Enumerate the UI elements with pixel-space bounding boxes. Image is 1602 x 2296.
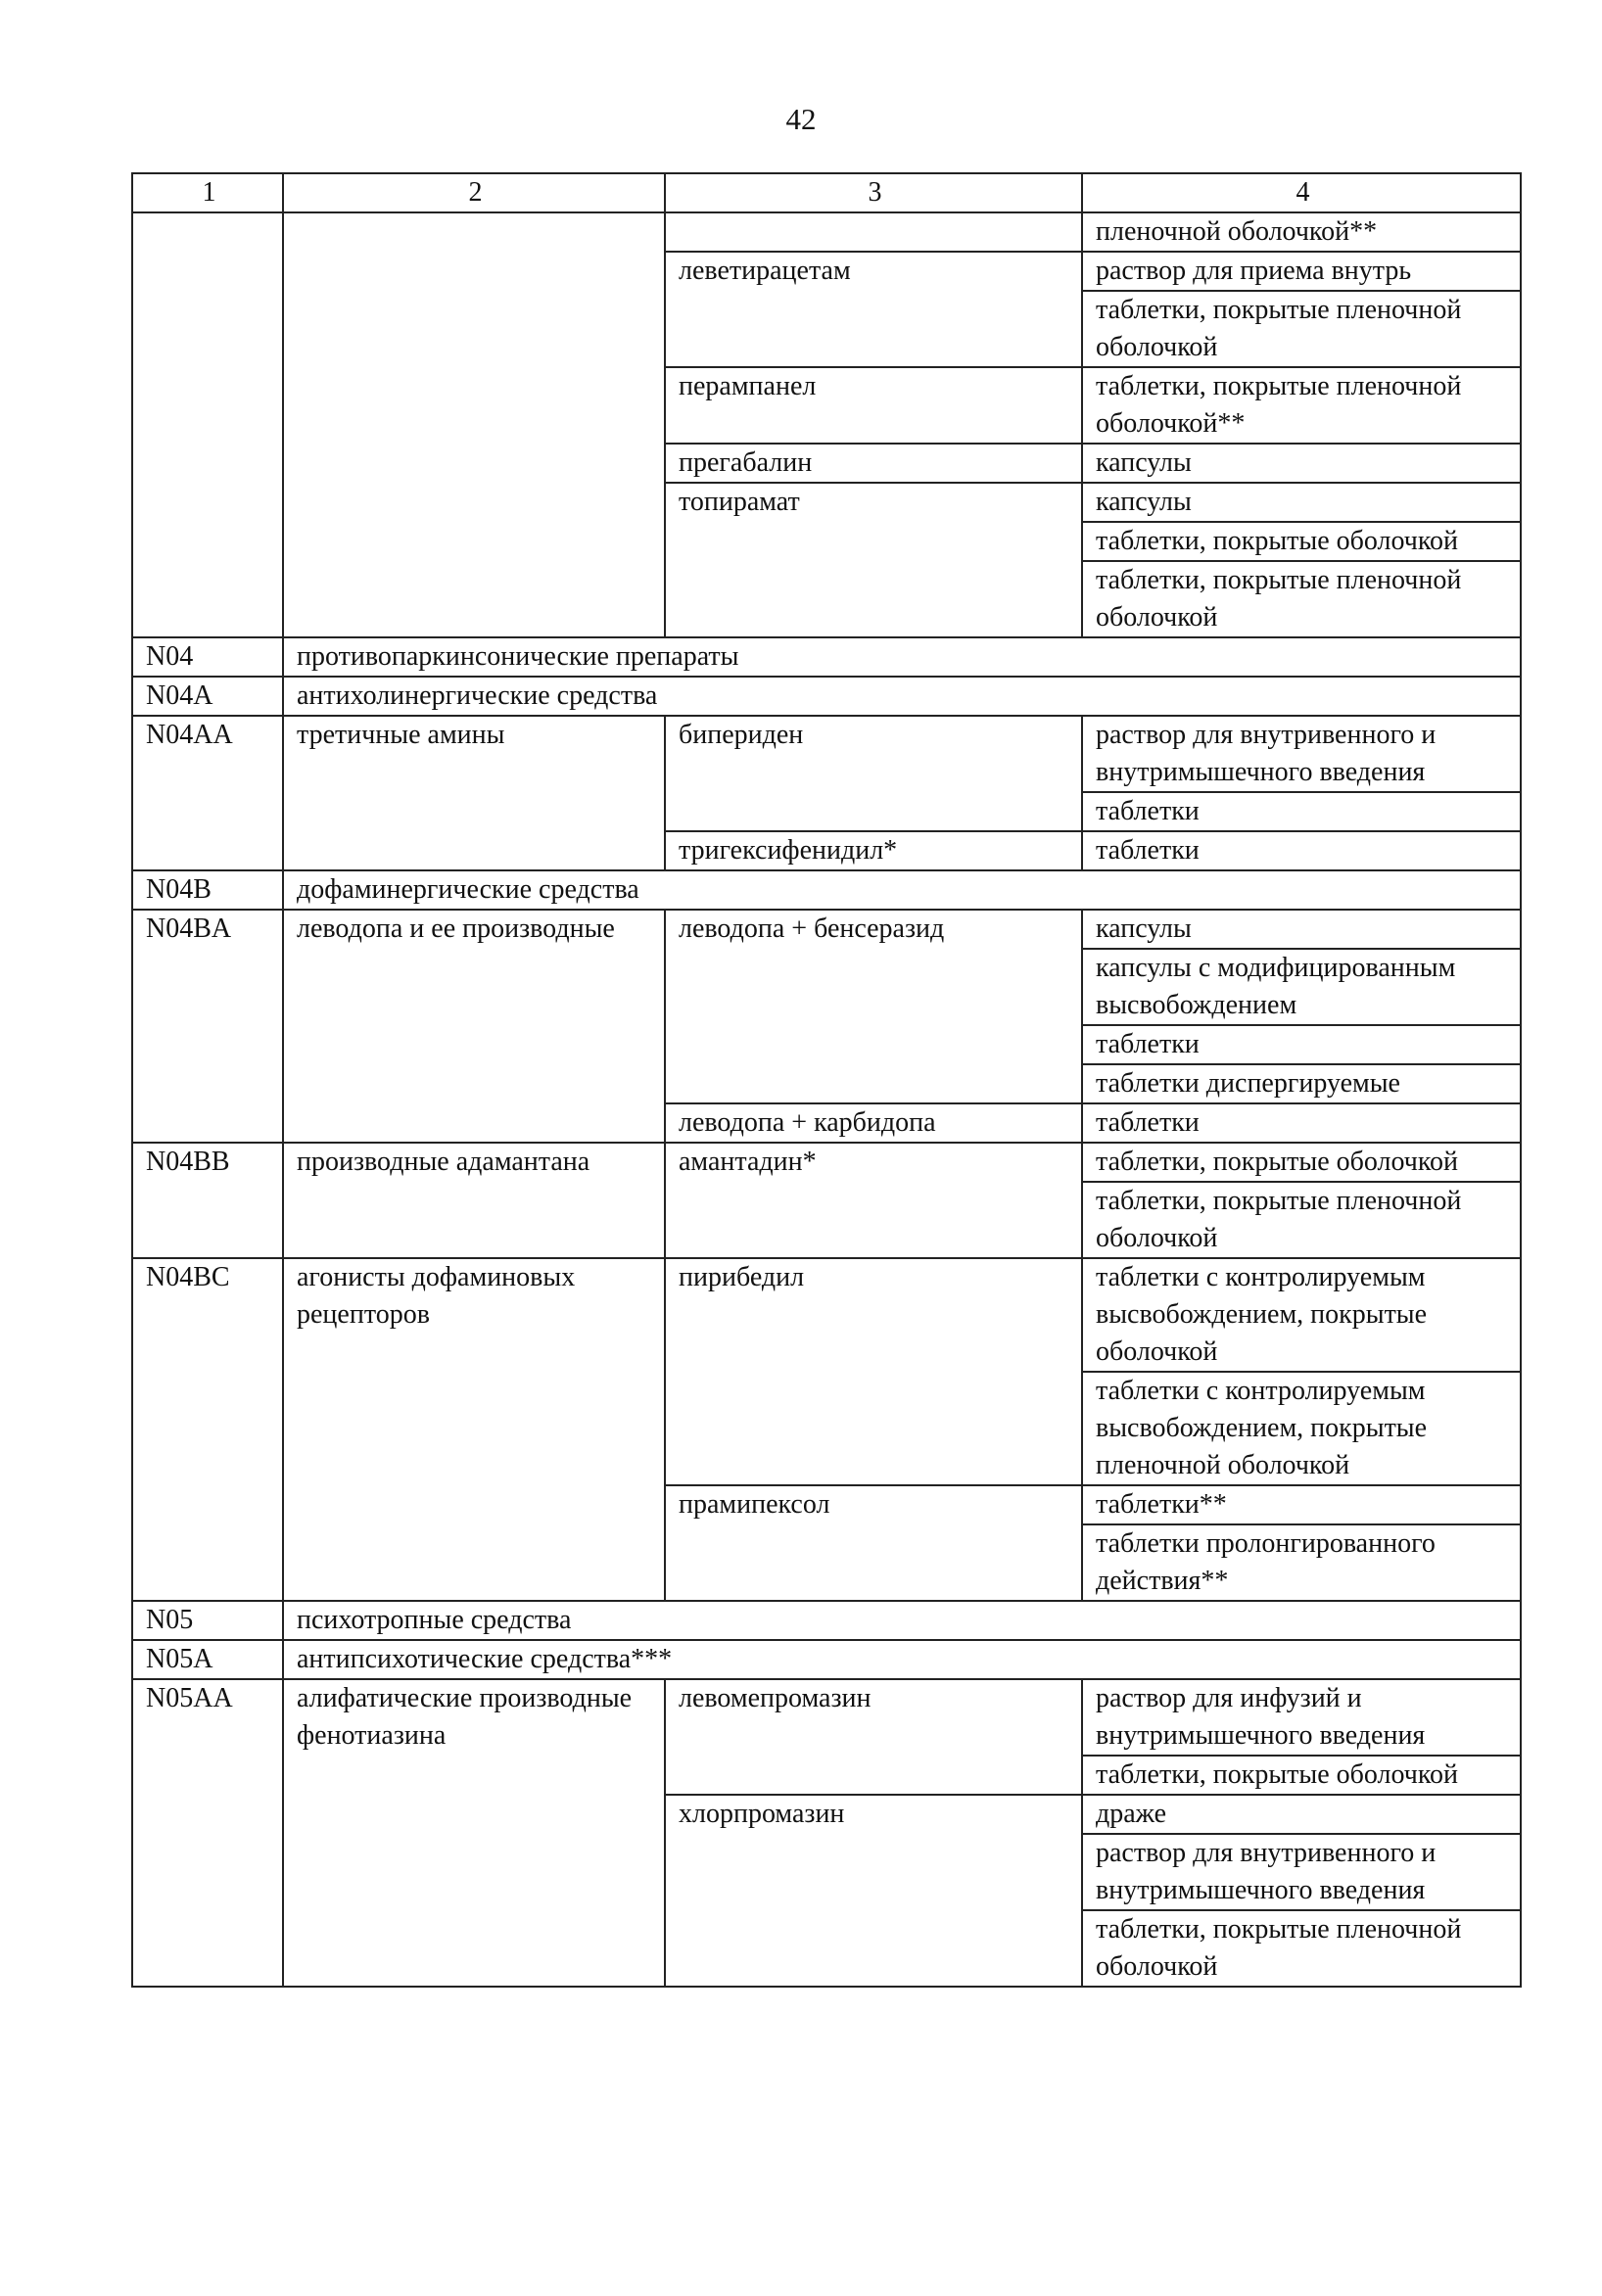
group-name-cell: алифатические производные фенотиазина (283, 1679, 665, 1987)
dosage-form-cell: таблетки пролонгированного действия** (1082, 1524, 1521, 1601)
group-name-cell (283, 212, 665, 637)
group-name-cell: третичные амины (283, 716, 665, 870)
dosage-form-cell: капсулы (1082, 910, 1521, 949)
atc-code-cell: N04A (132, 677, 283, 716)
dosage-form-cell: таблетки, покрытые пленочной оболочкой (1082, 1910, 1521, 1987)
drug-name-cell: хлорпромазин (665, 1795, 1082, 1987)
header-col-1: 1 (132, 173, 283, 212)
group-name-cell: агонисты дофаминовых рецепторов (283, 1258, 665, 1601)
atc-code-cell: N04BC (132, 1258, 283, 1601)
table-row (132, 910, 1521, 949)
group-row (132, 1601, 1521, 1640)
group-row (132, 637, 1521, 677)
dosage-form-cell: таблетки (1082, 1103, 1521, 1143)
drug-name-cell: прамипексол (665, 1485, 1082, 1601)
drug-name-cell: пирибедил (665, 1258, 1082, 1485)
dosage-form-cell: таблетки** (1082, 1485, 1521, 1524)
table-row (132, 212, 1521, 252)
dosage-form-cell: таблетки, покрытые пленочной оболочкой (1082, 561, 1521, 637)
dosage-form-cell: таблетки, покрытые пленочной оболочкой** (1082, 367, 1521, 444)
dosage-form-cell: таблетки, покрытые пленочной оболочкой (1082, 291, 1521, 367)
drug-name-cell: тригексифенидил* (665, 831, 1082, 870)
atc-code-cell: N05A (132, 1640, 283, 1679)
dosage-form-cell: капсулы с модифицированным высвобождением (1082, 949, 1521, 1025)
atc-code-cell (132, 212, 283, 637)
dosage-form-cell: таблетки (1082, 1025, 1521, 1064)
group-name-cell: антипсихотические средства*** (283, 1640, 1521, 1679)
group-name-cell: леводопа и ее производные (283, 910, 665, 1143)
atc-code-cell: N05 (132, 1601, 283, 1640)
drug-name-cell (665, 212, 1082, 252)
table-header-row (132, 173, 1521, 212)
dosage-form-cell: таблетки диспергируемые (1082, 1064, 1521, 1103)
table-row (132, 1679, 1521, 1756)
dosage-form-cell: таблетки, покрытые пленочной оболочкой (1082, 1182, 1521, 1258)
dosage-form-cell: таблетки, покрытые оболочкой (1082, 522, 1521, 561)
header-col-2: 2 (283, 173, 665, 212)
group-name-cell: антихолинергические средства (283, 677, 1521, 716)
drug-name-cell: перампанел (665, 367, 1082, 444)
header-col-3: 3 (665, 173, 1082, 212)
dosage-form-cell: капсулы (1082, 483, 1521, 522)
dosage-form-cell: таблетки, покрытые оболочкой (1082, 1756, 1521, 1795)
group-name-cell: производные адамантана (283, 1143, 665, 1258)
dosage-form-cell: пленочной оболочкой** (1082, 212, 1521, 252)
atc-code-cell: N04 (132, 637, 283, 677)
drug-name-cell: бипериден (665, 716, 1082, 831)
table-row (132, 1143, 1521, 1182)
dosage-form-cell: таблетки с контролируемым высвобождением, покрытые оболочкой (1082, 1258, 1521, 1372)
group-name-cell: противопаркинсонические препараты (283, 637, 1521, 677)
atc-code-cell: N04BB (132, 1143, 283, 1258)
group-row (132, 677, 1521, 716)
dosage-form-cell: раствор для внутривенного и внутримышечного введения (1082, 1834, 1521, 1910)
atc-code-cell: N04B (132, 870, 283, 910)
atc-code-cell: N04BA (132, 910, 283, 1143)
drug-name-cell: амантадин* (665, 1143, 1082, 1258)
dosage-form-cell: капсулы (1082, 444, 1521, 483)
dosage-form-cell: таблетки (1082, 831, 1521, 870)
dosage-form-cell: раствор для инфузий и внутримышечного введения (1082, 1679, 1521, 1756)
drug-name-cell: топирамат (665, 483, 1082, 637)
header-col-4: 4 (1082, 173, 1521, 212)
group-row (132, 1640, 1521, 1679)
dosage-form-cell: таблетки, покрытые оболочкой (1082, 1143, 1521, 1182)
group-name-cell: психотропные средства (283, 1601, 1521, 1640)
table-row (132, 716, 1521, 792)
dosage-form-cell: раствор для приема внутрь (1082, 252, 1521, 291)
group-row (132, 870, 1521, 910)
group-name-cell: дофаминергические средства (283, 870, 1521, 910)
dosage-form-cell: драже (1082, 1795, 1521, 1834)
page-number: 42 (785, 102, 817, 136)
drug-name-cell: прегабалин (665, 444, 1082, 483)
drug-name-cell: леводопа + карбидопа (665, 1103, 1082, 1143)
table-row (132, 1258, 1521, 1372)
atc-code-cell: N05AA (132, 1679, 283, 1987)
drug-name-cell: леветирацетам (665, 252, 1082, 367)
dosage-form-cell: таблетки с контролируемым высвобождением, покрытые пленочной оболочкой (1082, 1372, 1521, 1485)
atc-code-cell: N04AA (132, 716, 283, 870)
drug-name-cell: леводопа + бенсеразид (665, 910, 1082, 1103)
drug-name-cell: левомепромазин (665, 1679, 1082, 1795)
dosage-form-cell: таблетки (1082, 792, 1521, 831)
dosage-form-cell: раствор для внутривенного и внутримышечного введения (1082, 716, 1521, 792)
drug-table (131, 172, 1522, 1988)
